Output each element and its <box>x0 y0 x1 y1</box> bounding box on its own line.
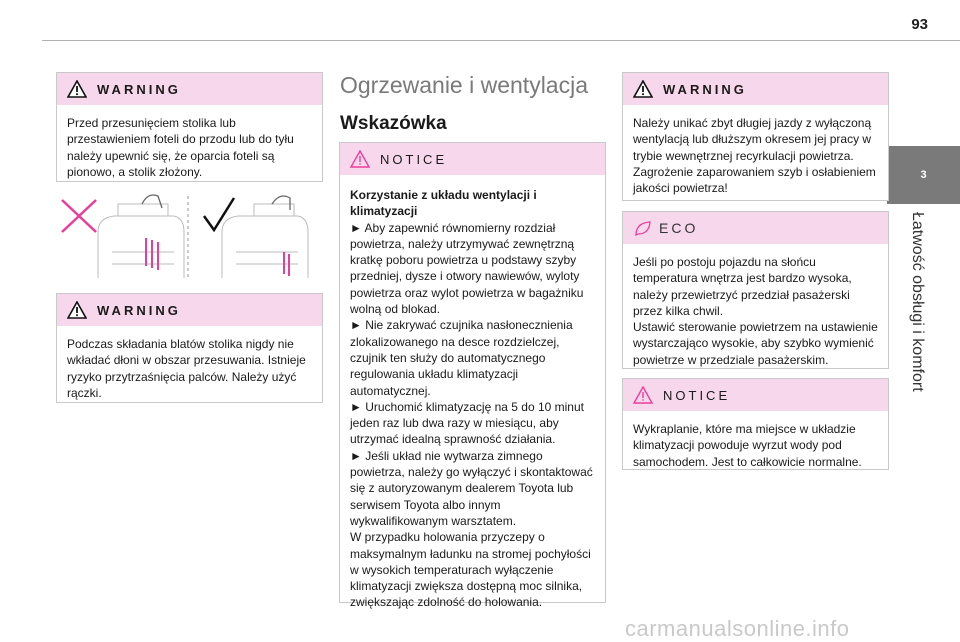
warning-header <box>57 294 322 326</box>
warning-triangle-icon <box>633 80 653 98</box>
notice-paragraph: ► Uruchomić klimatyzację na 5 do 10 minut jeden raz lub dwa razy w miesiącu, aby utrzymać idealną sprawność działania. <box>350 399 584 447</box>
warning-text: Przed przesunięciem stolika lub przestawieniem foteli do przodu lub do tyłu należy upewnić się, że oparcia foteli są pionowo, a stolik złożony. <box>67 116 294 179</box>
notice-header <box>623 379 888 411</box>
section-subheading: Wskazówka <box>340 113 447 134</box>
warning-triangle-icon <box>67 301 87 319</box>
seat-left-drawing <box>98 195 184 278</box>
warning-label: WARNING <box>663 81 747 97</box>
notice-label: NOTICE <box>380 151 448 167</box>
chapter-tab[interactable]: 3 <box>887 146 960 204</box>
notice-header <box>340 143 605 175</box>
notice-paragraph: ► Nie zakrywać czujnika nasłonecznienia zlokalizowanego na desce rozdzielczej, czujnik ten służy do automatycznego regulowania układu klimatyzacji automatycznej. <box>350 318 573 398</box>
warning-header <box>623 73 888 105</box>
eco-text: Jeśli po postoju pojazdu na słońcu temperatura wnętrza jest bardzo wysoka, należy przewietrzyć przedział pasażerski przez kilka chwil. Ustawić sterowanie powietrzem na ustawienie wystarczająco wysokie, aby szybko wymienić powietrze w przedziale pasażerskim. <box>633 255 878 367</box>
warning-text: Należy unikać zbyt długiej jazdy z wyłączoną wentylacją lub dłuższym okresem jej pracy w trybie wewnętrznej recyrkulacji powietrza. Zagrożenie zaparowaniem szyb i osłabieniem jakości powietrza! <box>633 116 876 196</box>
notice-box-ventilation <box>339 142 606 610</box>
page-number: 93 <box>911 16 928 33</box>
notice-text: Wykraplanie, które ma miejsce w układzie klimatyzacji powoduje wyrzut wody pod samochodem. Jest to całkowicie normalne. <box>633 422 862 469</box>
seat-right-drawing <box>222 196 308 278</box>
notice-title: Korzystanie z układu wentylacji i klimatyzacji <box>350 188 537 219</box>
wrong-cross-icon <box>62 200 96 232</box>
notice-paragraph: ► Aby zapewnić równomierny rozdział powietrza, należy utrzymywać zewnętrzną kratkę poboru powietrza u podstawy szyby przedniej, dysze i otwory nawiewów, wyloty powietrza oraz wylot powietrza w bagażniku wolną od blokad. <box>350 220 584 317</box>
chapter-title: Łatwość obsługi i komfort <box>909 212 926 392</box>
notice-box-condensation <box>622 378 889 470</box>
eco-label: ECO <box>659 220 699 236</box>
table-folding-illustration <box>58 192 316 282</box>
notice-triangle-icon <box>633 386 653 404</box>
warning-box-fingers <box>56 293 323 403</box>
correct-check-icon <box>204 198 234 230</box>
eco-header <box>623 212 888 244</box>
section-heading: Ogrzewanie i wentylacja <box>340 72 589 98</box>
pinch-arrows-left <box>146 238 158 270</box>
notice-paragraph: ► Jeśli układ nie wytwarza zimnego powietrza, należy go wyłączyć i skontaktować się z autoryzowanym dealerem Toyota lub serwisem Toyota albo innym wykwalifikowanym warsztatem. <box>350 448 593 528</box>
warning-box-recirculation <box>622 72 889 201</box>
warning-triangle-icon <box>67 80 87 98</box>
warning-box-table-move <box>56 72 323 182</box>
watermark: carmanualsonline.info <box>625 616 850 641</box>
notice-paragraph: W przypadku holowania przyczepy o maksymalnym ładunku na stromej pochyłości w wysokich temperaturach wyłączenie klimatyzacji zwiększa dostępną moc silnika, zwiększając zdolność do holowania. <box>350 530 591 610</box>
leaf-icon <box>633 219 653 237</box>
eco-box <box>622 211 889 369</box>
top-divider <box>42 40 960 41</box>
warning-header <box>57 73 322 105</box>
warning-text: Podczas składania blatów stolika nigdy nie wkładać dłoni w obszar przesuwania. Istnieje ryzyko przytrzaśnięcia palców. Należy użyć rączki. <box>67 337 306 400</box>
notice-label: NOTICE <box>663 387 731 403</box>
notice-triangle-icon <box>350 150 370 168</box>
warning-label: WARNING <box>97 302 181 318</box>
warning-label: WARNING <box>97 81 181 97</box>
